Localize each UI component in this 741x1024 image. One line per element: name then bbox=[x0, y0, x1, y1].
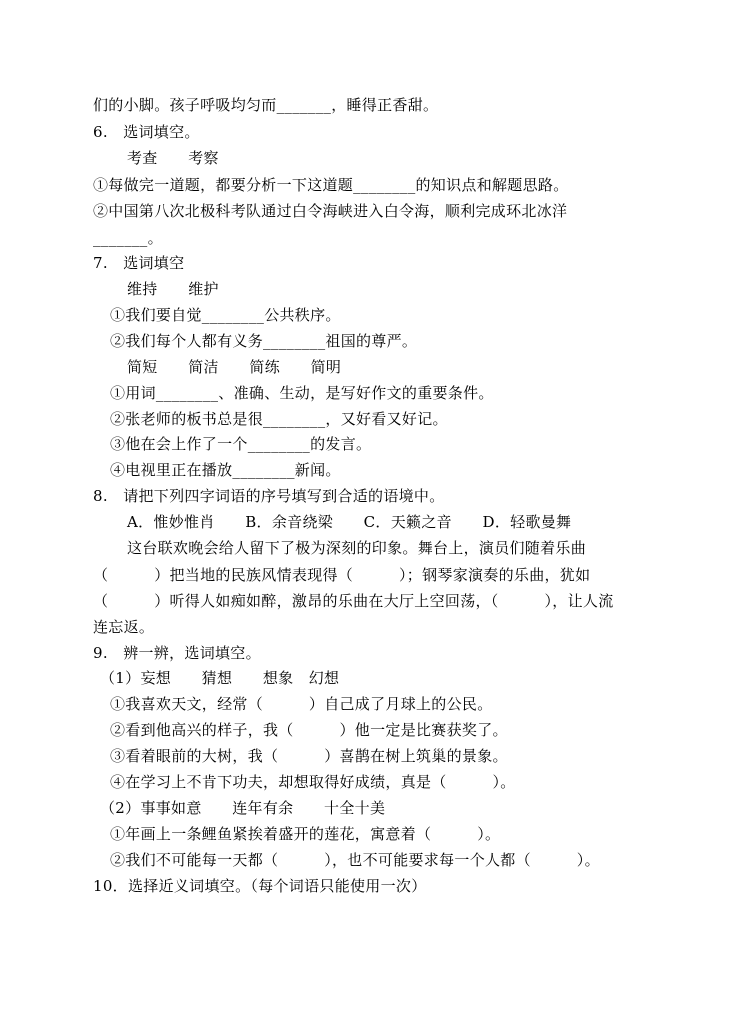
question-heading: 7. 选词填空 bbox=[93, 254, 185, 272]
text-line: ④电视里正在播放________新闻。 bbox=[110, 461, 341, 479]
text-line: 这台联欢晚会给人留下了极为深刻的印象。舞台上，演员们随着乐曲 bbox=[127, 539, 587, 557]
text-line: ①我们要自觉________公共秩序。 bbox=[110, 306, 341, 324]
text-line: _______。 bbox=[93, 229, 163, 247]
text-line: ④在学习上不肯下功夫，却想取得好成绩，真是（ ）。 bbox=[110, 773, 516, 791]
word-options: 维持 维护 bbox=[127, 280, 219, 298]
text-line: （ ）把当地的民族风情表现得（ ）；钢琴家演奏的乐曲，犹如 bbox=[93, 566, 591, 584]
text-line: ①每做完一道题，都要分析一下这道题________的知识点和解题思路。 bbox=[93, 176, 569, 194]
text-line: ①用词________、准确、生动，是写好作文的重要条件。 bbox=[110, 384, 494, 402]
word-options: （1）妄想 猜想 想象 幻想 bbox=[100, 669, 340, 687]
text-line: ③看着眼前的大树，我（ ）喜鹊在树上筑巢的景象。 bbox=[110, 747, 508, 765]
question-heading: 6. 选词填空。 bbox=[93, 123, 200, 141]
question-heading: 9. 辨一辨，选词填空。 bbox=[93, 644, 261, 662]
text-line: 们的小脚。孩子呼吸均匀而_______，睡得正香甜。 bbox=[93, 96, 439, 114]
word-options: 简短 简洁 简练 简明 bbox=[127, 358, 342, 376]
text-line: ②看到他高兴的样子，我（ ）他一定是比赛获奖了。 bbox=[110, 721, 508, 739]
text-line: ①年画上一条鲤鱼紧挨着盛开的莲花，寓意着（ ）。 bbox=[110, 825, 501, 843]
question-heading: 8. 请把下列四字词语的序号填写到合适的语境中。 bbox=[93, 487, 445, 505]
text-line: （ ）听得人如痴如醉，激昂的乐曲在大厅上空回荡，（ ），让人流 bbox=[93, 592, 614, 610]
text-line: 连忘返。 bbox=[93, 618, 155, 636]
text-line: ②我们每个人都有义务________祖国的尊严。 bbox=[110, 332, 418, 350]
question-heading: 10．选择近义词填空。（每个词语只能使用一次） bbox=[93, 877, 427, 895]
text-line: ②张老师的板书总是很________，又好看又好记。 bbox=[110, 410, 448, 428]
word-options: （2）事事如意 连年有余 十全十美 bbox=[100, 799, 386, 817]
text-line: ②中国第八次北极科考队通过白令海峡进入白令海，顺利完成环北冰洋 bbox=[93, 202, 568, 220]
text-line: ③他在会上作了一个________的发言。 bbox=[110, 435, 372, 453]
text-line: ②我们不可能每一天都（ ），也不可能要求每一个人都（ ）。 bbox=[110, 851, 600, 869]
word-options: A．惟妙惟肖 B．余音绕梁 C．天籁之音 D．轻歌曼舞 bbox=[127, 513, 572, 531]
word-options: 考查 考察 bbox=[127, 149, 219, 167]
text-line: ①我喜欢天文，经常（ ）自己成了月球上的公民。 bbox=[110, 695, 493, 713]
